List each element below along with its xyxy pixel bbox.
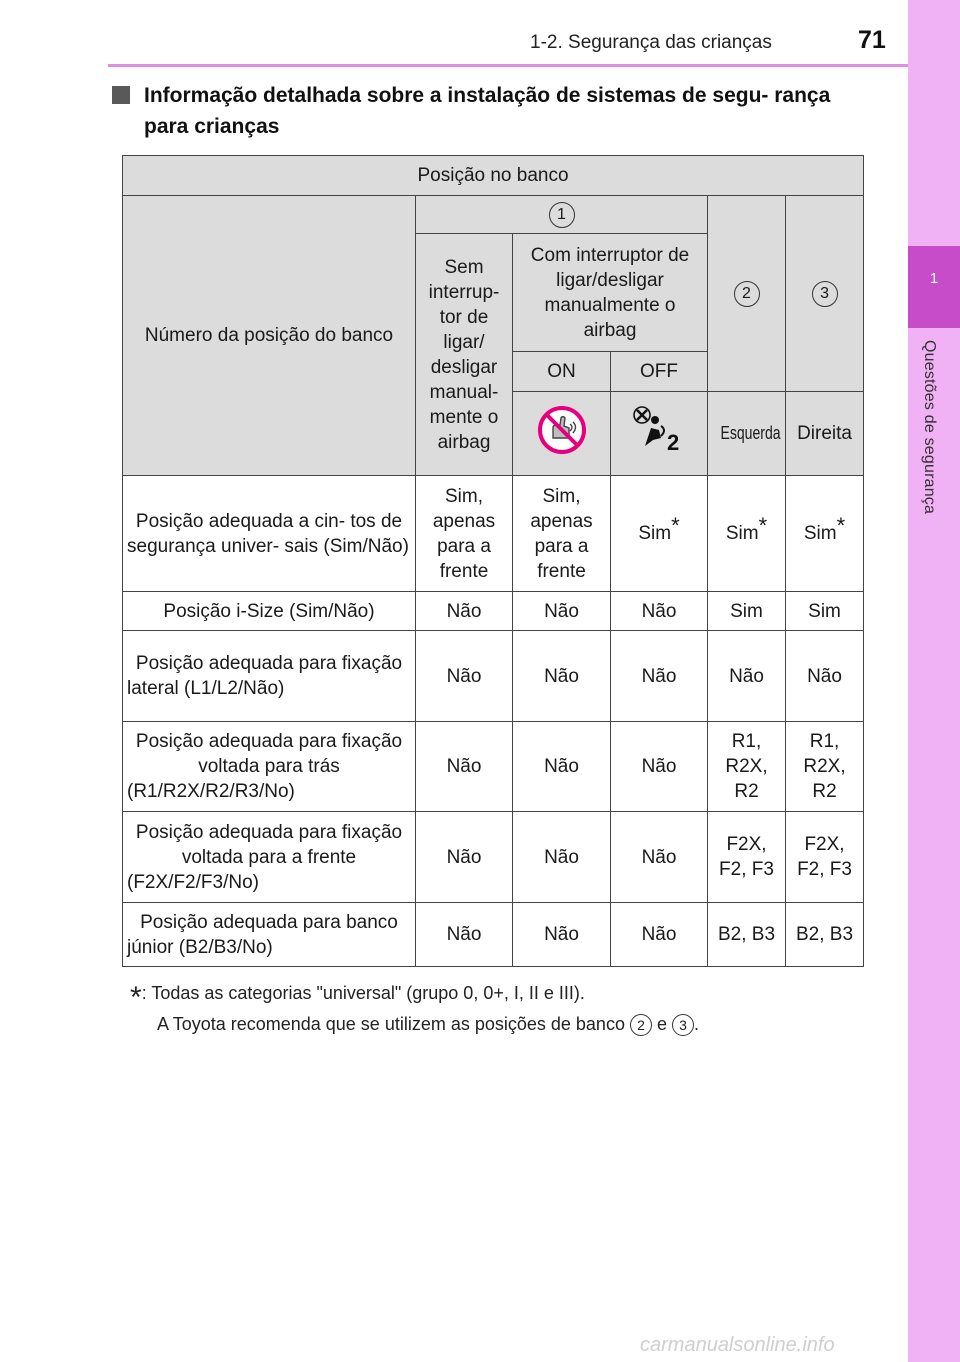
cell: Não	[416, 592, 513, 631]
cell: Não	[416, 812, 513, 903]
watermark: carmanualsonline.info	[640, 1334, 835, 1356]
with-switch-header: Com interruptor de ligar/desligar manualmente o airbag	[513, 234, 708, 352]
table-row	[123, 722, 864, 812]
table-row	[123, 812, 864, 903]
footnote-line-1: *: Todas as categorias "universal" (grupo 0, 0+, I, II e III).	[130, 981, 585, 1014]
cell: Sim, apenas para a frente	[416, 476, 513, 592]
footnote-line-2: A Toyota recomenda que se utilizem as posições de banco 2 e 3 .	[130, 1009, 699, 1040]
cell: Sim, apenas para a frente	[513, 476, 611, 592]
cell: Sim*	[708, 476, 786, 592]
asterisk: *	[671, 513, 680, 538]
cell: Não	[513, 722, 611, 812]
on-header: ON	[513, 352, 611, 392]
page-header	[0, 0, 908, 66]
cell: Não	[611, 722, 708, 812]
table-row	[123, 592, 864, 631]
cell: Não	[611, 812, 708, 903]
column-1-header	[416, 196, 708, 234]
cell: Sim*	[786, 476, 864, 592]
svg-text:2: 2	[667, 430, 680, 455]
cell: Não	[611, 903, 708, 967]
cell: Não	[513, 631, 611, 722]
marker-1: 1	[549, 202, 575, 228]
marker-3: 3	[812, 281, 838, 307]
row-label: Posição adequada a cin- tos de segurança univer- sais (Sim/Não)	[123, 476, 416, 592]
heading-text: Informação detalhada sobre a instalação de sistemas de segu- rança para crianças	[144, 84, 831, 138]
section-title: 1-2. Segurança das crianças	[530, 32, 772, 53]
cell: Não	[513, 592, 611, 631]
cell: Sim	[786, 592, 864, 631]
seat-number-label: Número da posição do banco	[123, 196, 416, 476]
footnote-asterisk: *	[130, 981, 142, 1014]
cell: Não	[416, 903, 513, 967]
cell: Não	[786, 631, 864, 722]
right-header: Direita	[786, 392, 864, 476]
chapter-title: Questões de segurança	[921, 340, 938, 515]
heading-bullet-icon	[112, 86, 130, 104]
cell: Não	[611, 592, 708, 631]
header-divider	[108, 64, 908, 67]
chapter-side-tab	[908, 0, 960, 1362]
cell: Não	[513, 903, 611, 967]
off-header: OFF	[611, 352, 708, 392]
section-heading	[112, 80, 872, 142]
column-3-header	[786, 196, 864, 392]
row-label: Posição adequada para fixação voltada para a frente (F2X/F2/F3/No)	[123, 812, 416, 903]
row-label: Posição i-Size (Sim/Não)	[123, 592, 416, 631]
page-number: 71	[858, 26, 886, 54]
airbag-disabled-icon	[513, 392, 611, 476]
cell: Não	[513, 812, 611, 903]
cell: Não	[416, 722, 513, 812]
cell: Não	[708, 631, 786, 722]
without-switch-header: Sem interrup- tor de ligar/ desligar manual- mente o airbag	[416, 234, 513, 476]
cell: Não	[611, 631, 708, 722]
table-row	[123, 476, 864, 592]
row-label: Posição adequada para banco júnior (B2/B3/No)	[123, 903, 416, 967]
asterisk: *	[836, 513, 846, 538]
airbag-off-indicator-icon	[611, 392, 708, 476]
cell: Não	[416, 631, 513, 722]
cell: B2, B3	[786, 903, 864, 967]
cell: R1, R2X, R2	[786, 722, 864, 812]
left-header: Esquerda	[708, 392, 786, 476]
position-header: Posição no banco	[123, 156, 864, 196]
column-2-header	[708, 196, 786, 392]
marker-2-inline: 2	[630, 1014, 652, 1036]
asterisk: *	[758, 513, 768, 538]
cell: R1, R2X, R2	[708, 722, 786, 812]
marker-3-inline: 3	[672, 1014, 694, 1036]
footnote	[130, 978, 699, 1040]
table-row	[123, 903, 864, 967]
cell: Sim*	[611, 476, 708, 592]
row-label: Posição adequada para fixação voltada para trás (R1/R2X/R2/R3/No)	[123, 722, 416, 812]
seat-position-table	[122, 155, 864, 967]
chapter-number: 1	[908, 246, 960, 328]
cell: F2X, F2, F3	[708, 812, 786, 903]
marker-2: 2	[734, 281, 760, 307]
cell: F2X, F2, F3	[786, 812, 864, 903]
row-label: Posição adequada para fixação lateral (L1/L2/Não)	[123, 631, 416, 722]
table-row	[123, 631, 864, 722]
cell: Sim	[708, 592, 786, 631]
cell: B2, B3	[708, 903, 786, 967]
